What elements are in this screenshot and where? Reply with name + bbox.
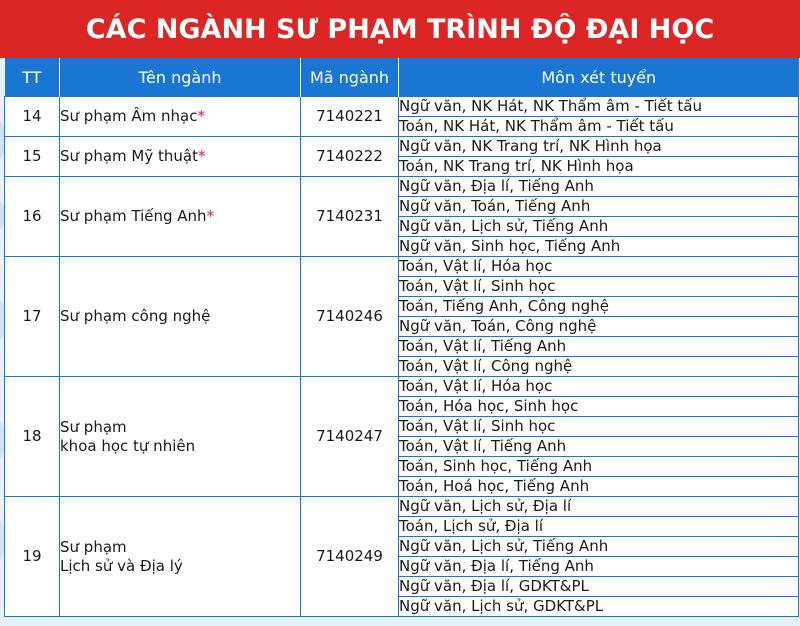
ten-nganh-line xyxy=(60,557,300,576)
cell-mon-xet-tuyen: Toán, Vật lí, Tiếng Anh xyxy=(399,437,799,457)
cell-tt: 16 xyxy=(5,177,60,257)
required-star: * xyxy=(206,207,215,225)
cell-mon-xet-tuyen: Ngữ văn, NK Trang trí, NK Hình họa xyxy=(399,137,799,157)
cell-ten-nganh xyxy=(60,177,301,257)
cell-mon-xet-tuyen: Toán, Vật lí, Hóa học xyxy=(399,257,799,277)
ten-nganh-line xyxy=(60,207,300,226)
cell-ma-nganh: 7140247 xyxy=(301,377,399,497)
table-row xyxy=(5,497,799,517)
cell-mon-xet-tuyen: Toán, NK Hát, NK Thẩm âm - Tiết tấu xyxy=(399,117,799,137)
cell-mon-xet-tuyen: Toán, Vật lí, Sinh học xyxy=(399,277,799,297)
cell-mon-xet-tuyen: Ngữ văn, Lịch sử, Tiếng Anh xyxy=(399,217,799,237)
cell-mon-xet-tuyen: Toán, NK Trang trí, NK Hình họa xyxy=(399,157,799,177)
header-ma-nganh: Mã ngành xyxy=(301,58,399,97)
table-row xyxy=(5,177,799,197)
cell-mon-xet-tuyen: Ngữ văn, Lịch sử, Địa lí xyxy=(399,497,799,517)
cell-tt: 18 xyxy=(5,377,60,497)
cell-mon-xet-tuyen: Toán, Sinh học, Tiếng Anh xyxy=(399,457,799,477)
table-row xyxy=(5,97,799,117)
header-tt: TT xyxy=(5,58,60,97)
ten-nganh-text: khoa học tự nhiên xyxy=(60,436,196,455)
cell-mon-xet-tuyen: Toán, Vật lí, Tiếng Anh xyxy=(399,337,799,357)
cell-mon-xet-tuyen: Ngữ văn, Địa lí, GDKT&PL xyxy=(399,577,799,597)
header-ten-nganh: Tên ngành xyxy=(60,58,301,97)
cell-ten-nganh xyxy=(60,137,301,177)
ten-nganh-text: Sư phạm công nghệ xyxy=(60,307,211,325)
cell-ten-nganh xyxy=(60,257,301,377)
cell-mon-xet-tuyen: Ngữ văn, Sinh học, Tiếng Anh xyxy=(399,237,799,257)
ten-nganh-line xyxy=(60,147,300,166)
cell-mon-xet-tuyen: Toán, Vật lí, Công nghệ xyxy=(399,357,799,377)
table-body xyxy=(5,97,799,617)
ten-nganh-text: Sư phạm Mỹ thuật xyxy=(60,147,198,165)
table-row xyxy=(5,257,799,277)
cell-ten-nganh xyxy=(60,377,301,497)
ten-nganh-line xyxy=(60,107,300,126)
cell-mon-xet-tuyen: Toán, Hóa học, Sinh học xyxy=(399,397,799,417)
cell-tt: 15 xyxy=(5,137,60,177)
cell-tt: 17 xyxy=(5,257,60,377)
cell-ma-nganh: 7140221 xyxy=(301,97,399,137)
cell-mon-xet-tuyen: Ngữ văn, Toán, Công nghệ xyxy=(399,317,799,337)
cell-mon-xet-tuyen: Toán, Lịch sử, Địa lí xyxy=(399,517,799,537)
cell-mon-xet-tuyen: Toán, Vật lí, Hóa học xyxy=(399,377,799,397)
ten-nganh-text: Sư phạm xyxy=(60,537,127,556)
ten-nganh-line xyxy=(60,437,300,456)
cell-mon-xet-tuyen: Ngữ văn, Địa lí, Tiếng Anh xyxy=(399,177,799,197)
table-row xyxy=(5,377,799,397)
required-star: * xyxy=(197,147,206,165)
cell-mon-xet-tuyen: Ngữ văn, Lịch sử, Tiếng Anh xyxy=(399,537,799,557)
cell-mon-xet-tuyen: Ngữ văn, Địa lí, Tiếng Anh xyxy=(399,557,799,577)
ten-nganh-text: Sư phạm Tiếng Anh xyxy=(60,207,207,225)
ten-nganh-text: Sư phạm Âm nhạc xyxy=(60,107,198,125)
table-header-row xyxy=(5,58,799,97)
ten-nganh-text: Lịch sử và Địa lý xyxy=(60,556,183,575)
ten-nganh-line xyxy=(60,418,300,437)
ten-nganh-line xyxy=(60,538,300,557)
cell-mon-xet-tuyen: Ngữ văn, Toán, Tiếng Anh xyxy=(399,197,799,217)
ten-nganh-line xyxy=(60,307,300,326)
cell-mon-xet-tuyen: Ngữ văn, Lịch sử, GDKT&PL xyxy=(399,597,799,617)
majors-table xyxy=(4,58,799,617)
cell-ten-nganh xyxy=(60,497,301,617)
cell-mon-xet-tuyen: Ngữ văn, NK Hát, NK Thẩm âm - Tiết tấu xyxy=(399,97,799,117)
cell-ma-nganh: 7140249 xyxy=(301,497,399,617)
table-row xyxy=(5,137,799,157)
cell-ma-nganh: 7140222 xyxy=(301,137,399,177)
cell-mon-xet-tuyen: Toán, Hoá học, Tiếng Anh xyxy=(399,477,799,497)
cell-ma-nganh: 7140231 xyxy=(301,177,399,257)
page-title: CÁC NGÀNH SƯ PHẠM TRÌNH ĐỘ ĐẠI HỌC xyxy=(0,0,800,58)
cell-ten-nganh xyxy=(60,97,301,137)
cell-mon-xet-tuyen: Toán, Vật lí, Sinh học xyxy=(399,417,799,437)
ten-nganh-text: Sư phạm xyxy=(60,417,127,436)
cell-tt: 19 xyxy=(5,497,60,617)
cell-tt: 14 xyxy=(5,97,60,137)
cell-ma-nganh: 7140246 xyxy=(301,257,399,377)
cell-mon-xet-tuyen: Toán, Tiếng Anh, Công nghệ xyxy=(399,297,799,317)
header-mon-xet-tuyen: Môn xét tuyển xyxy=(399,58,799,97)
required-star: * xyxy=(197,107,205,125)
